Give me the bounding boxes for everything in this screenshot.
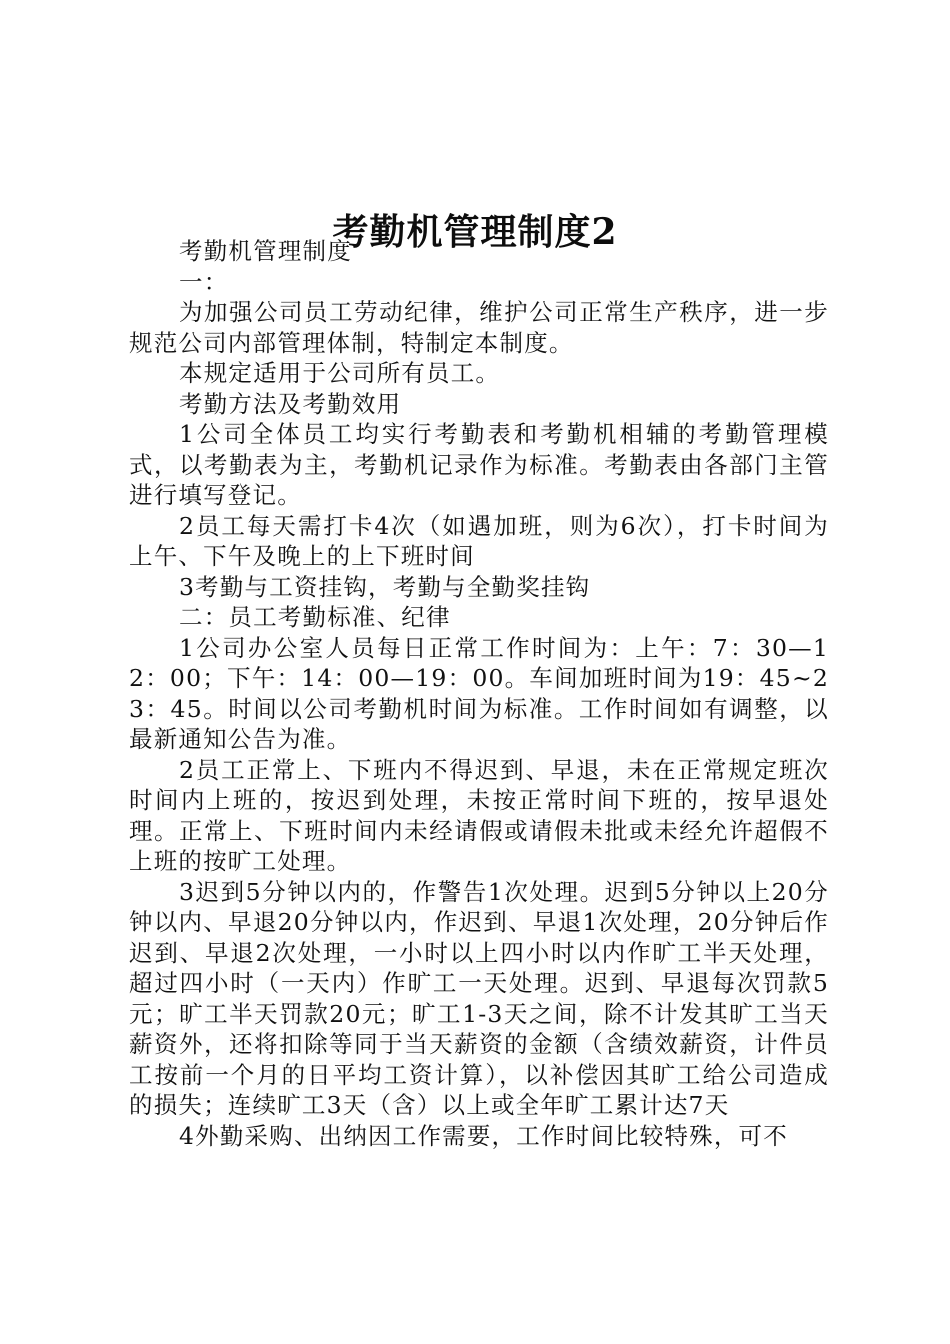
document-title: 考勤机管理制度2 — [332, 211, 618, 254]
paragraph-section-two: 二：员工考勤标准、纪律 — [179, 603, 451, 631]
paragraph-section-one: 一： — [179, 267, 229, 296]
document-body — [129, 236, 829, 1151]
paragraph-purpose: 为加强公司员工劳动纪律，维护公司正常生产秩序，进一步规范公司内部管理体制，特制定本制度。 — [129, 298, 829, 357]
paragraph-method-2: 2员工每天需打卡4次（如遇加班，则为6次），打卡时间为上午、下午及晚上的上下班时间 — [129, 511, 829, 570]
paragraph-rule-1: 1公司办公室人员每日正常工作时间为：上午：7：30—12：00；下午：14：00—19：00。车间加班时间为19：45~23：45。时间以公司考勤机时间为标准。工作时间如有调整，以最新通知公告为准。 — [129, 633, 829, 753]
paragraph-method-3: 3考勤与工资挂钩，考勤与全勤奖挂钩 — [179, 572, 591, 601]
paragraph-rule-3: 3迟到5分钟以内的，作警告1次处理。迟到5分钟以上20分钟以内、早退20分钟以内，作迟到、早退1次处理，20分钟后作迟到、早退2次处理，一小时以上四小时以内作旷工半天处理，超过四小时（一天内）作旷工一天处理。迟到、早退每次罚款5元；旷工半天罚款20元；旷工1-3天之间，除不计发其旷工当天薪资外，还将扣除等同于当天薪资的金额（含绩效薪资，计件员工按前一个月的日平均工资计算），以补偿因其旷工给公司造成的损失；连续旷工3天（含）以上或全年旷工累计达7天 — [129, 877, 829, 1119]
paragraph-scope: 本规定适用于公司所有员工。 — [179, 359, 501, 387]
paragraph-rule-4: 4外勤采购、出纳因工作需要，工作时间比较特殊，可不 — [179, 1121, 788, 1150]
paragraph-rule-2: 2员工正常上、下班内不得迟到、早退，未在正常规定班次时间内上班的，按迟到处理，未按正常时间下班的，按早退处理。正常上、下班时间内未经请假或请假未批或未经允许超假不上班的按旷工处理。 — [129, 755, 829, 875]
paragraph-method-1: 1公司全体员工均实行考勤表和考勤机相辅的考勤管理模式，以考勤表为主，考勤机记录作为标准。考勤表由各部门主管进行填写登记。 — [129, 420, 829, 509]
paragraph-methods-heading: 考勤方法及考勤效用 — [179, 389, 402, 418]
paragraph-heading: 考勤机管理制度 — [179, 237, 352, 265]
